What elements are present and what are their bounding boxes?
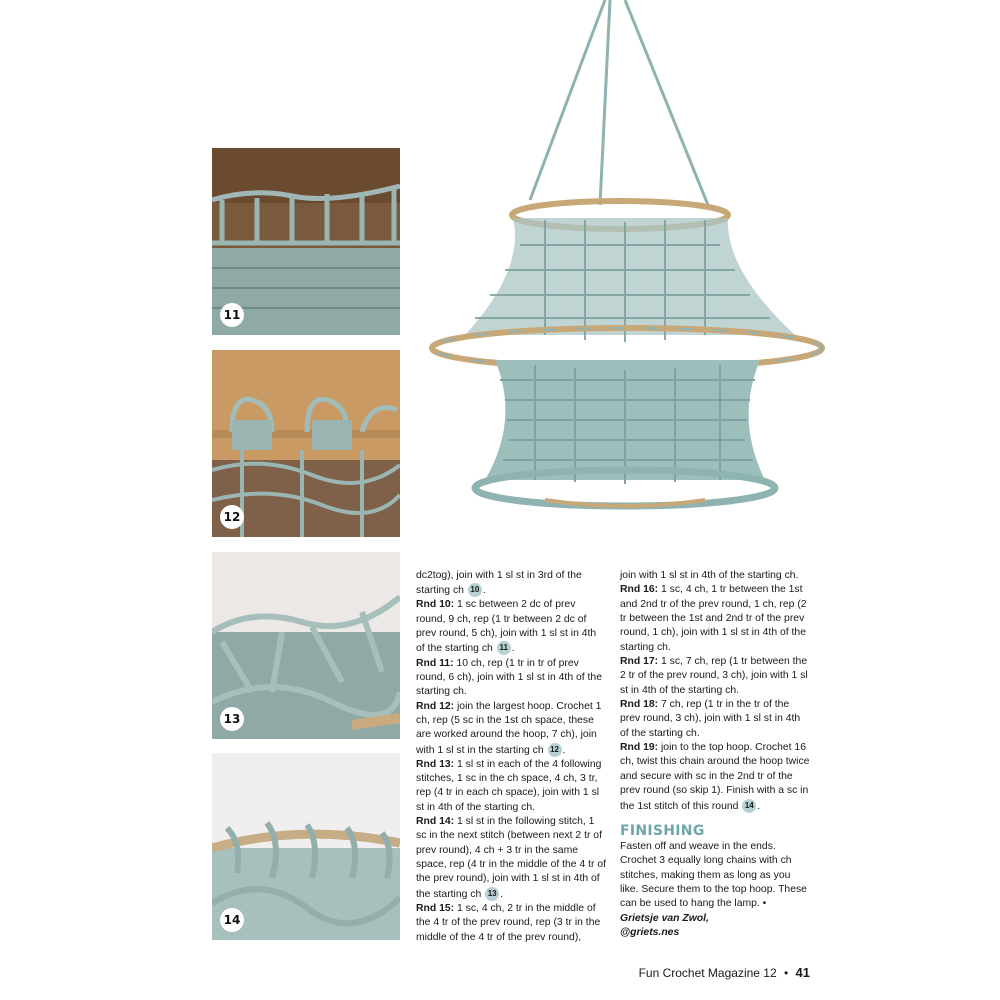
paragraph-rnd-19: Rnd 19: join to the top hoop. Crochet 16 ch, twist this chain around the hoop twice and secure with sc in the 2nd tr of the prev round (so skip 1). Finish with a sc in the 1st stitch of this round 14 . — [620, 742, 810, 812]
paragraph-rnd-13: Rnd 13: 1 sl st in each of the 4 following stitches, 1 sc in the ch space, 4 ch, 3 tr, rep (4 tr in each ch space), join with 1 sl st in 4th of the starting ch. — [416, 758, 602, 813]
step-ref: 13 — [485, 887, 499, 901]
step-badge: 12 — [220, 505, 244, 529]
paragraph-intro: dc2tog), join with 1 sl st in 3rd of the starting ch 10 . — [416, 570, 582, 597]
instructions-column-1 — [416, 569, 606, 945]
author-handle: @griets.nes — [620, 927, 680, 938]
magazine-title: Fun Crochet Magazine 12 — [638, 966, 777, 980]
paragraph-rnd-15: Rnd 15: 1 sc, 4 ch, 2 tr in the middle of the 4 tr of the prev round, rep (3 tr in the middle of the 4 tr of the prev round), — [416, 902, 601, 943]
step-photo-13 — [212, 552, 400, 739]
step-badge: 14 — [220, 908, 244, 932]
page-footer — [639, 965, 810, 980]
instructions-column-2 — [620, 569, 810, 940]
step-ref: 12 — [548, 743, 562, 757]
paragraph-rnd-14: Rnd 14: 1 sl st in the following stitch, 1 sc in the next stitch (between next 2 tr of prev round), 4 ch + 3 tr in the same space, rep (4 tr in the middle of the 4 tr of the prev round), join with 1 sl st in 4th of the starting ch 13 . — [416, 816, 607, 900]
paragraph-rnd-12: Rnd 12: join the largest hoop. Crochet 1 ch, rep (5 sc in the 1st ch space, these are worked around the hoop, 7 ch), join with 1 sl st in the starting ch 12 . — [416, 700, 602, 756]
paragraph-rnd-16: Rnd 16: 1 sc, 4 ch, 1 tr between the 1st and 2nd tr of the prev round, 1 ch, rep (2 tr between the 1st and 2nd tr of the prev round, 1 ch), join with 1 sl st in 4th of the starting ch. — [620, 584, 807, 653]
paragraph-rnd-17: Rnd 17: 1 sc, 7 ch, rep (1 tr between the 2 tr of the prev round, 3 ch), join with 1 sl st in 4th of the starting ch. — [620, 656, 808, 696]
step-ref: 14 — [742, 799, 756, 813]
paragraph-rnd-10: Rnd 10: 1 sc between 2 dc of prev round, 9 ch, rep (1 tr between 2 dc of prev round, 5 ch), join with 1 sl st in 4th of the starting ch 11 . — [416, 599, 597, 655]
paragraph-continued: join with 1 sl st in 4th of the starting ch. — [620, 570, 799, 581]
footer-bullet: • — [783, 966, 789, 980]
page-number: 41 — [795, 965, 810, 980]
paragraph-rnd-11: Rnd 11: 10 ch, rep (1 tr in tr of prev round, 6 ch), join with 1 sl st in 4th of the starting ch. — [416, 657, 602, 698]
step-photo-12 — [212, 350, 400, 537]
step-badge: 11 — [220, 303, 244, 327]
lamp-photo — [425, 0, 835, 520]
paragraph-rnd-18: Rnd 18: 7 ch, rep (1 tr in the tr of the prev round, 3 ch), join with 1 sl st in 4th of the starting ch. — [620, 699, 801, 739]
step-photo-14 — [212, 753, 400, 940]
author-name: Grietsje van Zwol, — [620, 912, 709, 924]
step-ref: 10 — [468, 583, 482, 597]
finishing-heading: FINISHING — [620, 822, 705, 839]
step-badge: 13 — [220, 707, 244, 731]
step-ref: 11 — [497, 641, 511, 655]
step-photo-11 — [212, 148, 400, 335]
paragraph-finishing: Fasten off and weave in the ends. Crochet 3 equally long chains with ch stitches, making them as long as you like. Secure them to the top hoop. These can be used to hang the lamp. • — [620, 840, 807, 910]
